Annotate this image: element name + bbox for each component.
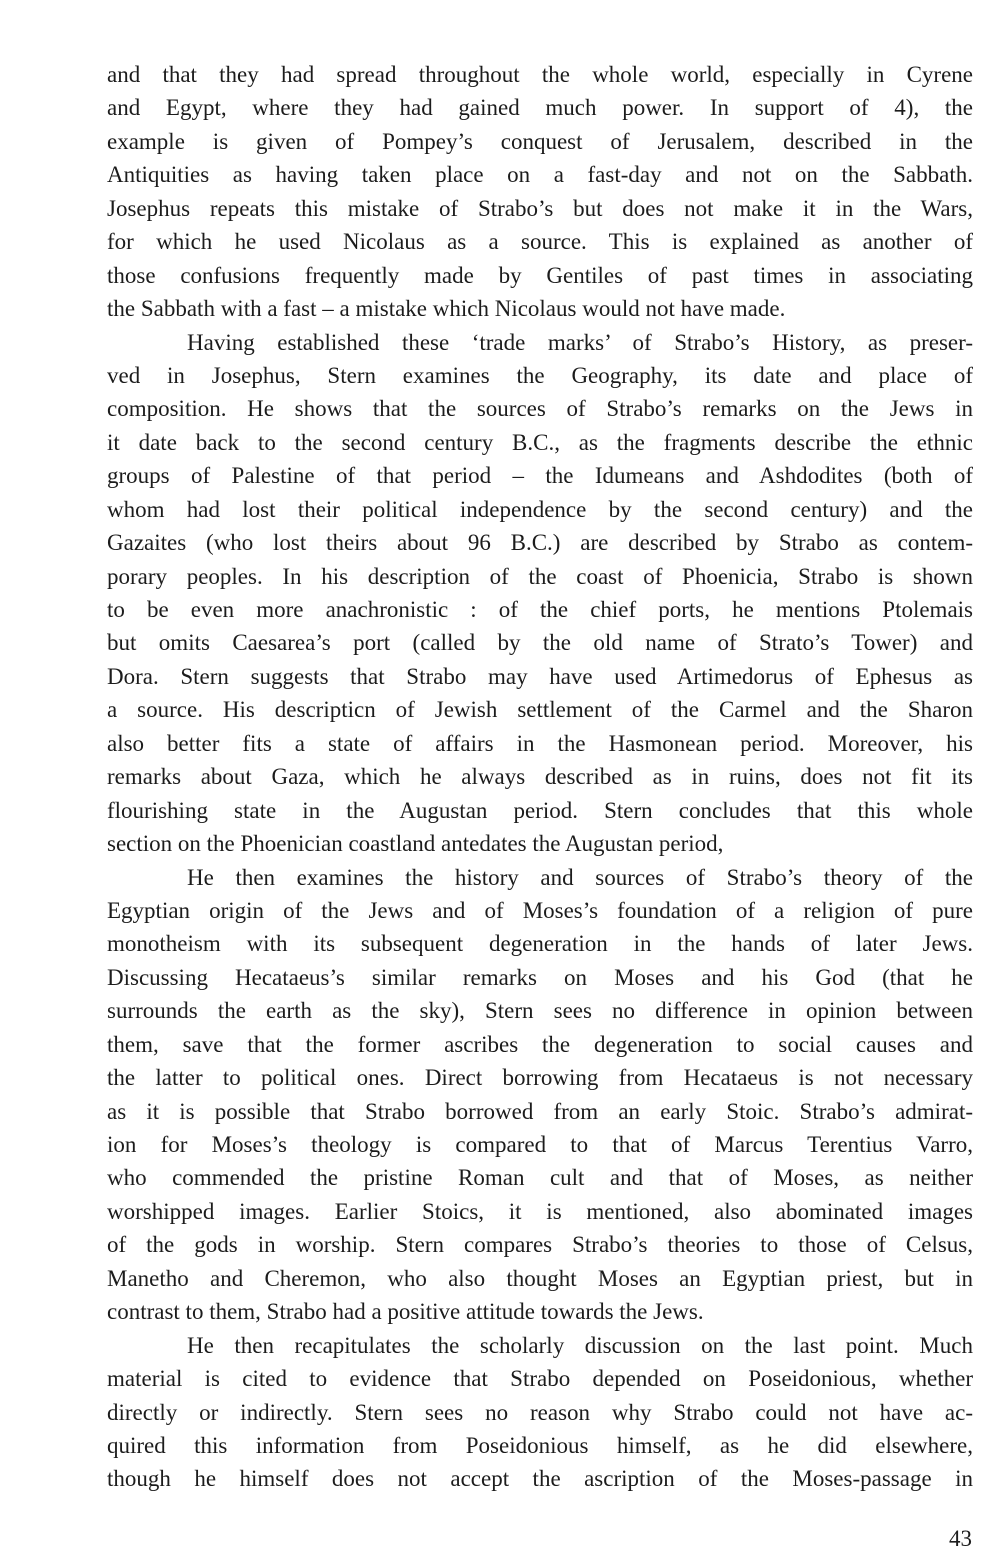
text-line: them, save that the former ascribes the degeneration to social causes and: [107, 1031, 973, 1057]
text-line: flourishing state in the Augustan period. Stern concludes that this whole: [107, 797, 973, 823]
text-line: who commended the pristine Roman cult and that of Moses, as neither: [107, 1165, 973, 1191]
text-line: material is cited to evidence that Strabo depended on Poseidonious, whether: [107, 1366, 973, 1392]
text-line: to be even more anachronistic : of the chief ports, he mentions Ptolemais: [107, 597, 973, 622]
text-line: quired this information from Poseidonious himself, as he did elsewhere,: [107, 1432, 973, 1458]
text-line: contrast to them, Strabo had a positive attitude towards the Jews.: [107, 1299, 704, 1325]
text-line: ved in Josephus, Stern examines the Geography, its date and place of: [107, 362, 973, 388]
text-line: and that they had spread throughout the whole world, especially in Cyrene: [107, 62, 973, 87]
text-line: monotheism with its subsequent degeneration in the hands of later Jews.: [107, 931, 973, 957]
text-line: Antiquities as having taken place on a fast-day and not on the Sabbath.: [107, 162, 973, 188]
text-line: ion for Moses’s theology is compared to that of Marcus Terentius Varro,: [107, 1132, 973, 1157]
text-line: section on the Phoenician coastland antedates the Augustan period,: [107, 831, 724, 857]
text-line: as it is possible that Strabo borrowed from an early Stoic. Strabo’s admirat-: [107, 1098, 973, 1124]
text-line: for which he used Nicolaus as a source. This is explained as another of: [107, 229, 973, 255]
text-line: example is given of Pompey’s conquest of Jerusalem, described in the: [107, 128, 973, 154]
text-line: a source. His descripticn of Jewish settlement of the Carmel and the Sharon: [107, 697, 973, 723]
text-line: remarks about Gaza, which he always described as in ruins, does not fit its: [107, 764, 973, 790]
text-line: groups of Palestine of that period – the Idumeans and Ashdodites (both of: [107, 463, 973, 489]
text-line: but omits Caesarea’s port (called by the old name of Strato’s Tower) and: [107, 630, 973, 656]
text-line: Egyptian origin of the Jews and of Moses’s foundation of a religion of pure: [107, 897, 973, 923]
text-line: Discussing Hecataeus’s similar remarks on Moses and his God (that he: [107, 964, 973, 990]
text-line: He then recapitulates the scholarly discussion on the last point. Much: [187, 1332, 973, 1358]
page-body: [107, 58, 973, 1496]
text-line: Josephus repeats this mistake of Strabo’s but does not make it in the Wars,: [107, 195, 973, 221]
text-line: Having established these ‘trade marks’ of Strabo’s History, as preser-: [187, 329, 973, 355]
text-line: the latter to political ones. Direct borrowing from Hecataeus is not necessary: [107, 1065, 973, 1091]
text-line: surrounds the earth as the sky), Stern sees no difference in opinion between: [107, 998, 973, 1024]
text-line: porary peoples. In his description of the coast of Phoenicia, Strabo is shown: [107, 563, 973, 589]
text-line: worshipped images. Earlier Stoics, it is mentioned, also abominated images: [107, 1198, 973, 1224]
text-line: whom had lost their political independence by the second century) and the: [107, 496, 973, 522]
text-line: though he himself does not accept the ascription of the Moses-passage in: [107, 1466, 973, 1492]
text-line: also better fits a state of affairs in the Hasmonean period. Moreover, his: [107, 730, 973, 756]
text-line: composition. He shows that the sources of Strabo’s remarks on the Jews in: [107, 396, 973, 422]
text-line: Gazaites (who lost theirs about 96 B.C.) are described by Strabo as contem-: [107, 530, 973, 556]
text-line: and Egypt, where they had gained much power. In support of 4), the: [107, 95, 973, 121]
text-line: the Sabbath with a fast – a mistake which Nicolaus would not have made.: [107, 296, 786, 322]
page-number: 43: [949, 1526, 972, 1551]
text-line: directly or indirectly. Stern sees no reason why Strabo could not have ac-: [107, 1399, 973, 1425]
text-line: it date back to the second century B.C., as the fragments describe the ethnic: [107, 429, 973, 455]
text-line: those confusions frequently made by Gentiles of past times in associating: [107, 262, 973, 288]
text-line: Manetho and Cheremon, who also thought Moses an Egyptian priest, but in: [107, 1265, 973, 1291]
text-line: of the gods in worship. Stern compares Strabo’s theories to those of Celsus,: [107, 1232, 973, 1258]
text-line: He then examines the history and sources of Strabo’s theory of the: [187, 864, 973, 890]
text-line: Dora. Stern suggests that Strabo may have used Artimedorus of Ephesus as: [107, 663, 973, 689]
